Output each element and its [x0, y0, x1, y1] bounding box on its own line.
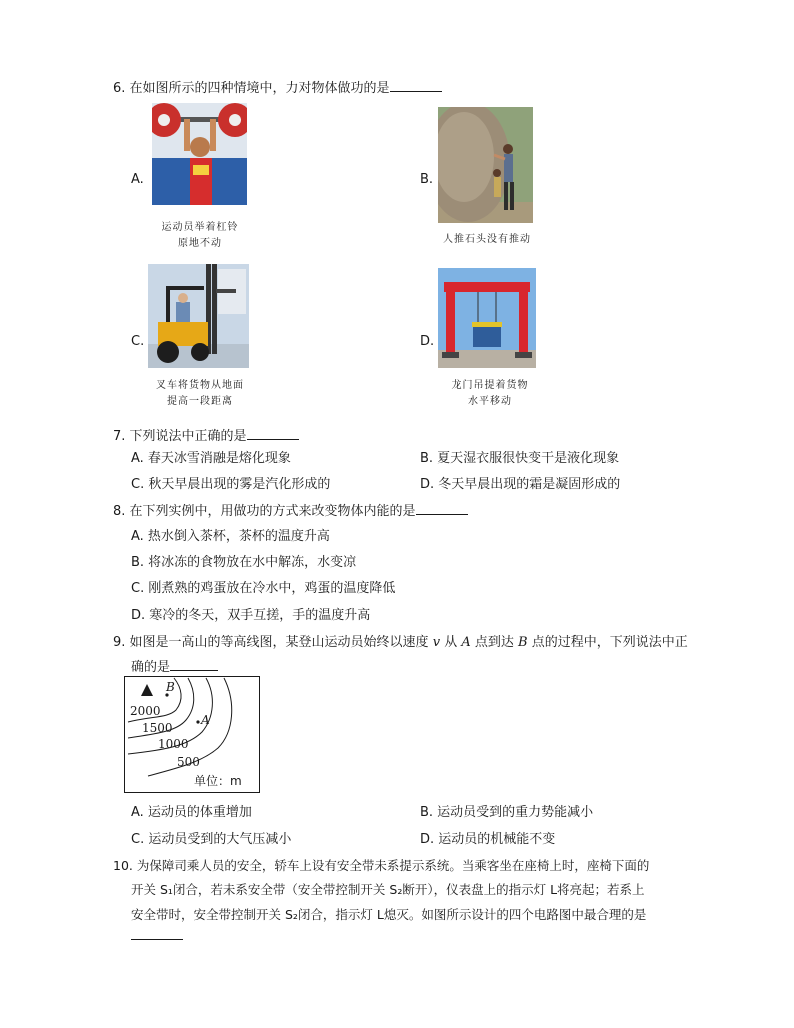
q8-option-b: B. 将冰冻的食物放在水中解冻，水变凉 — [131, 555, 357, 570]
q6-option-c-caption: 叉车将货物从地面 提高一段距离 — [156, 380, 244, 407]
q7-option-c: C. 秋天早晨出现的雾是汽化形成的 — [131, 477, 331, 492]
q9-option-a: A. 运动员的体重增加 — [131, 805, 252, 820]
q7-stem: 7. 下列说法中正确的是 — [113, 425, 299, 444]
q6-option-d-caption: 龙门吊提着货物 水平移动 — [451, 380, 529, 407]
map-unit-label: 单位：m — [194, 774, 242, 788]
q9-option-b: B. 运动员受到的重力势能减小 — [420, 805, 594, 820]
q6-stem: 6. 在如图所示的四种情境中，力对物体做功的是 — [113, 77, 442, 96]
q8-option-d: D. 寒冷的冬天，双手互搓，手的温度升高 — [131, 608, 371, 623]
gantry-crane-photo — [438, 268, 536, 368]
q6-option-b-letter: B. — [420, 172, 434, 187]
q6-option-c-letter: C. — [131, 334, 145, 349]
weightlifter-photo — [152, 103, 247, 205]
q10-line1: 10. 为保障司乘人员的安全，轿车上设有安全带未系提示系统。当乘客坐在座椅上时，座椅下面的 — [113, 858, 650, 873]
q8-option-a: A. 热水倒入茶杯，茶杯的温度升高 — [131, 529, 330, 544]
q6-option-a-letter: A. — [131, 172, 144, 187]
q9-stem-line2: 确的是 — [131, 656, 218, 675]
q6-option-b-caption: 人推石头没有推动 — [443, 234, 531, 245]
q9-stem-line1: 9. 如图是一高山的等高线图，某登山运动员始终以速度 v 从 A 点到达 B 点的过程中，下列说法中正 — [113, 635, 688, 650]
q7-option-a: A. 春天冰雪消融是熔化现象 — [131, 451, 291, 466]
q10-line3: 安全带时，安全带控制开关 S₂闭合，指示灯 L熄灭。如图所示设计的四个电路图中最合理的是 — [131, 907, 647, 922]
contour-label-2000: 2000 — [130, 704, 161, 718]
q9-option-c: C. 运动员受到的大气压减小 — [131, 832, 292, 847]
q7-option-b: B. 夏天湿衣服很快变干是液化现象 — [420, 451, 620, 466]
q6-option-d-letter: D. — [420, 334, 435, 349]
q8-stem: 8. 在下列实例中，用做功的方式来改变物体内能的是 — [113, 500, 468, 519]
q8-option-c: C. 刚煮熟的鸡蛋放在冷水中，鸡蛋的温度降低 — [131, 581, 396, 596]
contour-label-500: 500 — [177, 755, 200, 769]
q6-option-a-caption: 运动员举着杠铃 原地不动 — [161, 222, 239, 249]
contour-map — [124, 676, 260, 793]
q10-line2: 开关 S₁闭合，若未系安全带（安全带控制开关 S₂断开），仪表盘上的指示灯 L将亮起；若系上 — [131, 882, 645, 897]
q9-option-d: D. 运动员的机械能不变 — [420, 832, 556, 847]
contour-label-1500: 1500 — [142, 721, 173, 735]
point-a-label: A — [201, 713, 210, 727]
forklift-photo — [148, 264, 249, 368]
q10-answer-blank — [131, 926, 183, 944]
contour-label-1000: 1000 — [158, 737, 189, 751]
rock-push-photo — [438, 107, 533, 223]
q7-option-d: D. 冬天早晨出现的霜是凝固形成的 — [420, 477, 621, 492]
point-b-label: B — [166, 680, 175, 694]
point-a-dot — [196, 720, 199, 723]
